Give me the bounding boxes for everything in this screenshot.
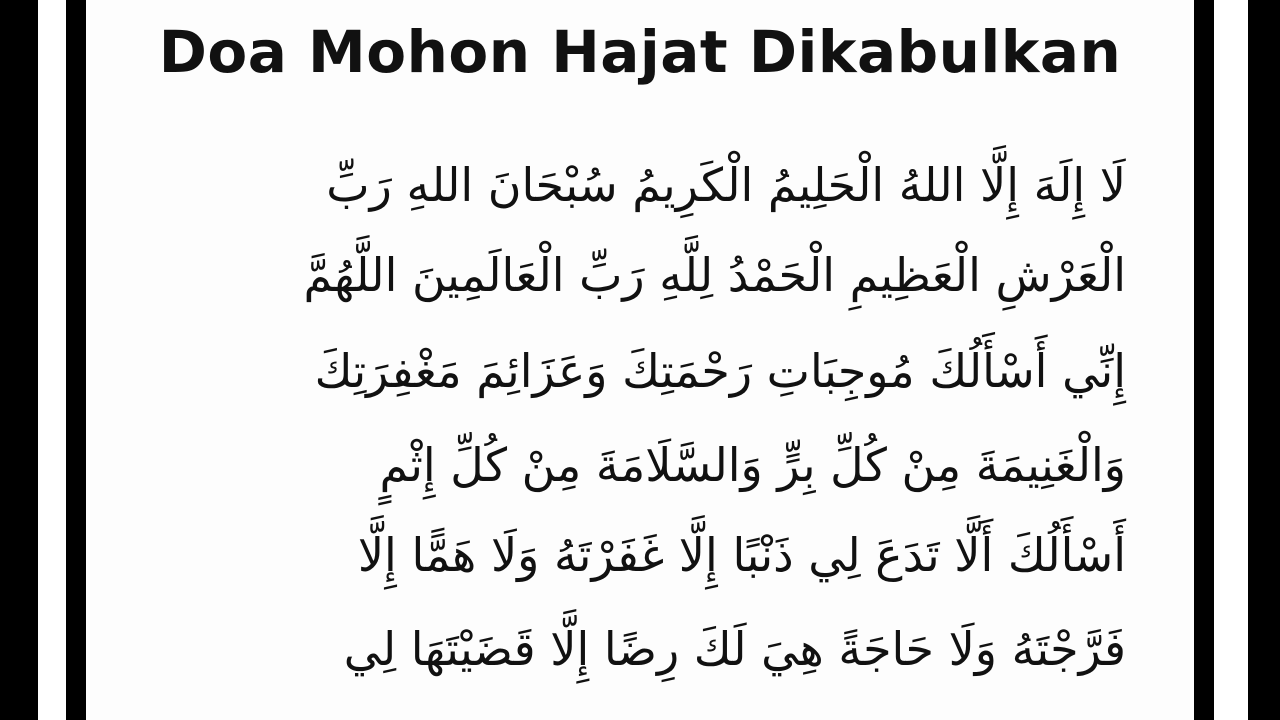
prayer-card (86, 0, 1194, 720)
right-inner-black-bar (1194, 0, 1214, 720)
left-inner-black-bar (66, 0, 86, 720)
left-outer-black-bar (0, 0, 38, 720)
arabic-line-4: وَالْغَنِيمَةَ مِنْ كُلِّ بِرٍّ وَالسَّلَامَةَ مِنْ كُلِّ إِثْمٍ (379, 438, 1126, 492)
arabic-line-1: لَا إِلَهَ إِلَّا اللهُ الْحَلِيمُ الْكَرِيمُ سُبْحَانَ اللهِ رَبِّ (326, 158, 1126, 212)
right-outer-black-bar (1248, 0, 1280, 720)
arabic-line-6: فَرَّجْتَهُ وَلَا حَاجَةً هِيَ لَكَ رِضًا إِلَّا قَضَيْتَهَا لِي (343, 622, 1126, 676)
arabic-line-2: الْعَرْشِ الْعَظِيمِ الْحَمْدُ لِلَّهِ رَبِّ الْعَالَمِينَ اللَّهُمَّ (303, 248, 1126, 302)
arabic-line-3: إِنِّي أَسْأَلُكَ مُوجِبَاتِ رَحْمَتِكَ وَعَزَائِمَ مَغْفِرَتِكَ (314, 344, 1126, 398)
page-title: Doa Mohon Hajat Dikabulkan (158, 18, 1122, 86)
arabic-line-5: أَسْأَلُكَ أَلَّا تَدَعَ لِي ذَنْبًا إِلَّا غَفَرْتَهُ وَلَا هَمًّا إِلَّا (357, 528, 1126, 582)
